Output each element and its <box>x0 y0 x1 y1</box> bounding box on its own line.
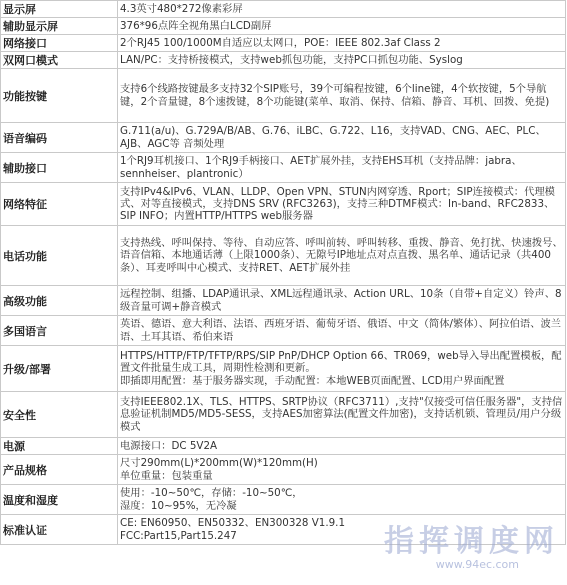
spec-row <box>1 455 566 485</box>
spec-row <box>1 392 566 438</box>
spec-value-line: 即插即用配置：基于服务器实现，手动配置：本地WEB页面配置、LCD用户界面配置 <box>120 374 505 387</box>
spec-label: 升级/部署 <box>1 346 118 392</box>
spec-value <box>118 316 566 346</box>
spec-row <box>1 153 566 183</box>
spec-label: 语音编码 <box>1 123 118 153</box>
spec-row <box>1 485 566 515</box>
spec-value-line: G.711(a/u)、G.729A/B/AB、G.76、iLBC、G.722、L16，支持VAD、CNG、AEC、PLC、AJB、AGC等 音频处理 <box>120 125 546 150</box>
spec-row <box>1 18 566 35</box>
spec-value <box>118 1 566 18</box>
spec-row <box>1 286 566 316</box>
spec-label: 安全性 <box>1 392 118 438</box>
spec-value-line: 湿度：10~95%，无冷凝 <box>120 499 237 512</box>
spec-value <box>118 52 566 69</box>
spec-row <box>1 52 566 69</box>
spec-value-line: 支持IEEE802.1X、TLS、HTTPS、SRTP协议（RFC3711）,支持"仅接受可信任服务器"，支持信息验证机制MD5/MD5-SESS，支持AES加密算法(配置文件加密)，支持话机锁、管理员/用户分级模式 <box>120 396 563 433</box>
spec-value <box>118 455 566 485</box>
spec-value-line: 电源接口：DC 5V2A <box>120 439 218 452</box>
spec-value-line: 使用：-10~50℃，存储：-10~50℃， <box>120 487 303 500</box>
spec-value <box>118 183 566 226</box>
spec-value-line: 支持6个线路按键最多支持32个SIP账号，39个可编程按键，6个line键，4个软按键，5个导航键，2个音量键，8个速拨键，8个功能键(菜单、取消、保持、信箱、静音、耳机、回拨、免提) <box>120 83 550 108</box>
spec-value-line: 尺寸290mm(L)*200mm(W)*120mm(H) <box>120 457 318 470</box>
spec-value <box>118 346 566 392</box>
spec-value-line: 2个RJ45 100/1000M自适应以太网口，POE：IEEE 802.3af Class 2 <box>120 36 441 49</box>
spec-label: 高级功能 <box>1 286 118 316</box>
spec-row <box>1 316 566 346</box>
spec-row <box>1 183 566 226</box>
spec-value-line: 支持IPv4&IPv6、VLAN、LLDP、Open VPN、STUN内网穿透、Rport；SIP连接模式：代理模式、对等直接模式，支持DNS SRV (RFC3263)，支持三种DTMF模式：In-band、RFC2833、SIP INFO；内置HTTP/HTTPS web服务器 <box>120 185 555 223</box>
spec-row <box>1 69 566 123</box>
spec-row <box>1 515 566 545</box>
spec-value-line: 单位重量：包装重量 <box>120 469 213 482</box>
spec-value <box>118 485 566 515</box>
spec-label: 电源 <box>1 438 118 455</box>
spec-table-body <box>1 1 566 545</box>
spec-value <box>118 286 566 316</box>
spec-label: 网络接口 <box>1 35 118 52</box>
spec-label: 双网口模式 <box>1 52 118 69</box>
spec-value <box>118 18 566 35</box>
spec-value-line: LAN/PC：支持桥接模式，支持web抓包功能，支持PC口抓包功能、Syslog <box>120 53 463 66</box>
spec-label: 标准认证 <box>1 515 118 545</box>
spec-row <box>1 1 566 18</box>
spec-row <box>1 438 566 455</box>
spec-value-line: 4.3英寸480*272像素彩屏 <box>120 2 243 15</box>
spec-value-line: 1个RJ9耳机接口、1个RJ9手柄接口、AET扩展外挂，支持EHS耳机（支持品牌：jabra、sennheiser、plantronic） <box>120 155 522 180</box>
spec-row <box>1 346 566 392</box>
spec-value <box>118 392 566 438</box>
spec-value-line: HTTPS/HTTP/FTP/TFTP/RPS/SIP PnP/DHCP Option 66、TR069，web导入导出配置模板，配置文件批量生成工具，周期性检测和更新。 <box>120 350 562 375</box>
spec-value <box>118 153 566 183</box>
spec-value-line: FCC:Part15,Part15.247 <box>120 529 237 542</box>
spec-label: 网络特征 <box>1 183 118 226</box>
spec-label: 电话功能 <box>1 226 118 286</box>
spec-value-line: 英语、德语、意大利语、法语、西班牙语、葡萄牙语、俄语、中文（简体/繁体）、阿拉伯语、波兰语、土耳其语、希伯来语 <box>120 318 562 343</box>
spec-label: 产品规格 <box>1 455 118 485</box>
spec-label: 温度和湿度 <box>1 485 118 515</box>
spec-row <box>1 35 566 52</box>
watermark-url: www.94ec.com <box>435 558 519 571</box>
spec-value <box>118 69 566 123</box>
spec-label: 辅助显示屏 <box>1 18 118 35</box>
spec-value <box>118 438 566 455</box>
spec-value <box>118 123 566 153</box>
watermark-title: 指挥调度网 <box>384 524 559 559</box>
spec-row <box>1 226 566 286</box>
spec-label: 辅助接口 <box>1 153 118 183</box>
spec-label: 显示屏 <box>1 1 118 18</box>
spec-label: 功能按键 <box>1 69 118 123</box>
spec-value-line: 支持热线、呼叫保持、等待、自动应答、呼叫前转、呼叫转移、重拨、静音、免打扰、快速拨号、语音信箱、本地通话薄（上限1000条）、无隙号IP地址点对点直拨、黑名单、通话记录（共400条）、耳麦呼叫中心模式、支持RET、AET扩展外挂 <box>120 237 563 274</box>
spec-value <box>118 35 566 52</box>
spec-value <box>118 515 566 545</box>
spec-value-line: CE: EN60950、EN50332、EN300328 V1.9.1 <box>120 517 345 530</box>
spec-row <box>1 123 566 153</box>
spec-value-line: 远程控制、组播、LDAP通讯录、XML远程通讯录、Action URL、10条（自带+自定义）铃声、8级音量可调+静音模式 <box>120 288 562 313</box>
spec-value <box>118 226 566 286</box>
spec-value-line: 376*96点阵全视角黑白LCD副屏 <box>120 19 272 32</box>
spec-label: 多国语言 <box>1 316 118 346</box>
